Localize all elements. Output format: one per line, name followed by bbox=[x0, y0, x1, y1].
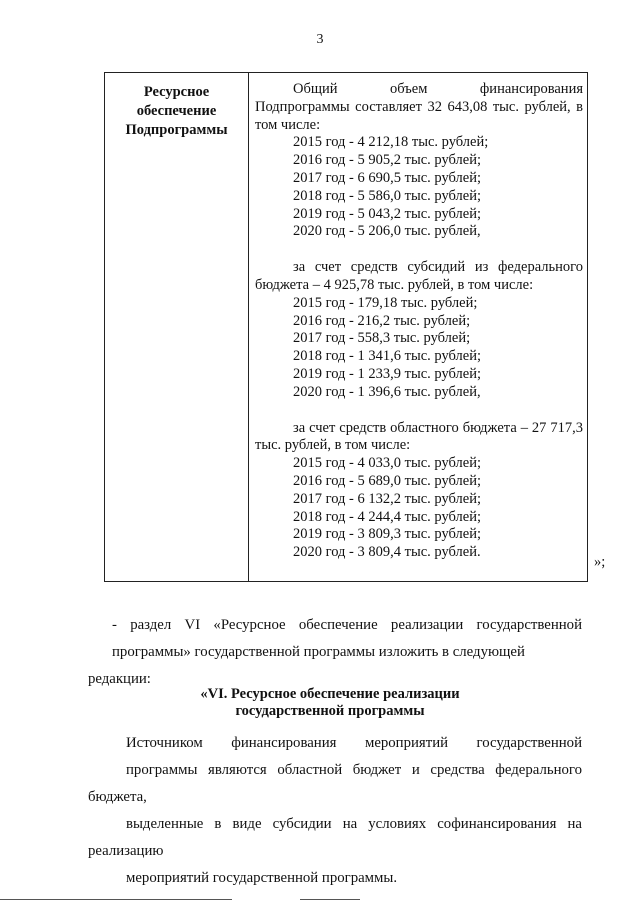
year-row: 2020 год - 5 206,0 тыс. рублей, bbox=[293, 223, 481, 240]
regional-line: за счет средств областного бюджета – 27 717,3 bbox=[293, 419, 583, 436]
heading-line: Ресурсное bbox=[143, 84, 210, 100]
regional-line: тыс. рублей, в том числе: bbox=[255, 437, 411, 454]
year-row: 2019 год - 5 043,2 тыс. рублей; bbox=[293, 205, 481, 222]
table-column-divider bbox=[248, 73, 249, 581]
paragraph-line: программы» государственной программы изложить в следующей редакции: bbox=[88, 644, 525, 687]
year-row: 2016 год - 216,2 тыс. рублей; bbox=[293, 312, 471, 329]
year-row: 2017 год - 6 690,5 тыс. рублей; bbox=[293, 169, 481, 186]
year-row: 2018 год - 1 341,6 тыс. рублей; bbox=[293, 348, 481, 365]
resource-table bbox=[104, 72, 588, 582]
year-row: 2018 год - 4 244,4 тыс. рублей; bbox=[293, 508, 481, 525]
year-row: 2016 год - 5 905,2 тыс. рублей; bbox=[293, 152, 481, 169]
table-right-content bbox=[255, 81, 583, 562]
paragraph-line: - раздел VI «Ресурсное обеспечение реализации государственной bbox=[112, 617, 582, 633]
year-row: 2019 год - 1 233,9 тыс. рублей; bbox=[293, 365, 481, 382]
year-row: 2020 год - 3 809,4 тыс. рублей. bbox=[293, 544, 481, 561]
closing-quote: »; bbox=[594, 554, 606, 570]
federal-line: за счет средств субсидий из федерального bbox=[293, 259, 583, 276]
heading-line: Подпрограммы bbox=[125, 122, 228, 138]
year-row: 2016 год - 5 689,0 тыс. рублей; bbox=[293, 472, 481, 489]
year-row: 2015 год - 4 212,18 тыс. рублей; bbox=[293, 134, 489, 151]
footer-rule-left bbox=[0, 899, 232, 900]
year-row: 2019 год - 3 809,3 тыс. рублей; bbox=[293, 526, 481, 543]
year-row: 2015 год - 179,18 тыс. рублей; bbox=[293, 294, 478, 311]
year-row: 2015 год - 4 033,0 тыс. рублей; bbox=[293, 455, 481, 472]
paragraph-line: Источником финансирования мероприятий государственной bbox=[126, 735, 582, 751]
paragraph-line: программы являются областной бюджет и средства федерального бюджета, bbox=[88, 762, 582, 805]
heading-line: «VI. Ресурсное обеспечение реализации bbox=[200, 686, 460, 702]
intro-line: том числе: bbox=[255, 116, 321, 133]
intro-line: Подпрограммы составляет 32 643,08 тыс. рублей, в bbox=[255, 98, 583, 115]
paragraph-line: выделенные в виде субсидии на условиях софинансирования на реализацию bbox=[88, 816, 582, 859]
year-row: 2020 год - 1 396,6 тыс. рублей, bbox=[293, 383, 481, 400]
page-number: 3 bbox=[316, 32, 324, 47]
section-heading bbox=[120, 686, 540, 720]
year-row: 2017 год - 558,3 тыс. рублей; bbox=[293, 330, 471, 347]
heading-line: государственной программы bbox=[235, 703, 425, 719]
footer-rule-right bbox=[300, 899, 360, 900]
year-row: 2018 год - 5 586,0 тыс. рублей; bbox=[293, 187, 481, 204]
year-row: 2017 год - 6 132,2 тыс. рублей; bbox=[293, 490, 481, 507]
paragraph-line: мероприятий государственной программы. bbox=[126, 870, 398, 886]
table-left-heading bbox=[105, 83, 248, 140]
heading-line: обеспечение bbox=[136, 103, 217, 119]
paragraph-financing-source bbox=[88, 730, 582, 892]
paragraph-section-vi-instruction bbox=[88, 612, 582, 693]
federal-line: бюджета – 4 925,78 тыс. рублей, в том числе: bbox=[255, 276, 534, 293]
intro-line: Общий объем финансирования bbox=[293, 81, 583, 97]
